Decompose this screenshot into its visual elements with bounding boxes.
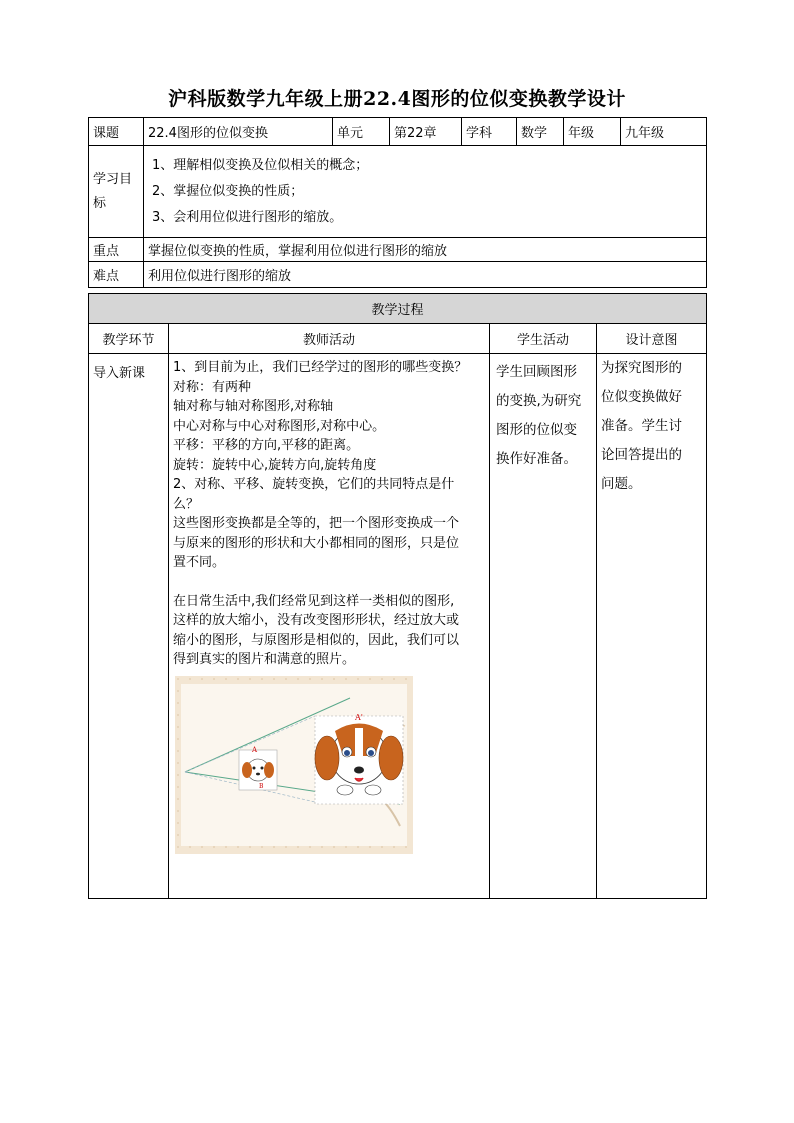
design-line: 为探究图形的: [601, 360, 682, 376]
stage-cell: 导入新课: [89, 354, 169, 899]
label-a-prime: A': [355, 712, 363, 722]
student-line: 图形的位似变: [496, 422, 577, 438]
teacher-line: 这样的放大缩小，没有改变图形形状，经过放大或: [173, 613, 460, 628]
teacher-line: 旋转：旋转中心,旋转方向,旋转角度: [173, 457, 377, 473]
col-header-stage: 教学环节: [89, 324, 169, 354]
homothety-figure: [175, 676, 413, 854]
design-line: 问题。: [601, 476, 642, 492]
teacher-line: 2、对称、平移、旋转变换，它们的共同特点是什: [173, 477, 455, 492]
design-line: 论回答提出的: [601, 447, 682, 463]
goal-item: 3、会利用位似进行图形的缩放。: [152, 209, 343, 225]
student-line: 换作好准备。: [496, 451, 577, 467]
info-table: [88, 117, 707, 288]
teacher-line: 得到真实的图片和满意的照片。: [173, 652, 356, 667]
goals-list: [144, 146, 707, 238]
teacher-line: 中心对称与中心对称图形,对称中心。: [173, 418, 386, 434]
grade-label: 年级: [564, 118, 621, 146]
teacher-line: 置不同。: [173, 555, 226, 570]
unit-value: 第22章: [390, 118, 462, 146]
student-line: 的变换,为研究: [496, 393, 582, 409]
unit-label: 单元: [333, 118, 390, 146]
student-activity: [490, 354, 597, 899]
col-header-design: 设计意图: [597, 324, 707, 354]
teacher-line: 与原来的图形的形状和大小都相同的图形，只是位: [173, 535, 460, 551]
grade-value: 九年级: [621, 118, 707, 146]
goal-item: 2、掌握位似变换的性质；: [152, 183, 304, 199]
difficulty-value: 利用位似进行图形的缩放: [144, 262, 707, 288]
process-table: [88, 293, 707, 899]
teacher-line: 平移：平移的方向,平移的距离。: [173, 438, 360, 453]
col-header-teacher: 教师活动: [169, 324, 490, 354]
difficulty-label: 难点: [89, 262, 144, 288]
label-b: B: [259, 782, 264, 790]
key-label: 重点: [89, 238, 144, 262]
teacher-line: 在日常生活中,我们经常见到这样一类相似的图形,: [173, 593, 455, 609]
subject-label: 学科: [462, 118, 517, 146]
goal-item: 1、理解相似变换及位似相关的概念；: [152, 157, 369, 173]
design-line: 位似变换做好: [601, 389, 682, 405]
teacher-line: 1、到目前为止，我们已经学过的图形的哪些变换？: [173, 360, 468, 375]
teacher-line: 么？: [173, 496, 200, 512]
process-section-title: 教学过程: [89, 294, 707, 324]
design-intent: [597, 354, 707, 899]
goals-label: 学习目标: [89, 146, 144, 238]
teacher-activity: [169, 354, 490, 899]
page-title: 沪科版数学九年级上册22.4图形的位似变换教学设计: [168, 88, 626, 110]
subject-value: 数学: [517, 118, 564, 146]
teacher-line: 缩小的图形，与原图形是相似的，因此，我们可以: [173, 632, 460, 648]
col-header-student: 学生活动: [490, 324, 597, 354]
teacher-line: 这些图形变换都是全等的，把一个图形变换成一个: [173, 516, 460, 531]
label-a: A: [252, 745, 258, 754]
design-line: 准备。学生讨: [601, 418, 682, 434]
teacher-line: 轴对称与轴对称图形,对称轴: [173, 399, 334, 414]
lesson-label: 课题: [89, 118, 144, 146]
teacher-line: 对称：有两种: [173, 379, 252, 395]
student-line: 学生回顾图形: [496, 364, 577, 380]
key-value: 掌握位似变换的性质，掌握利用位似进行图形的缩放: [144, 238, 707, 262]
lesson-value: 22.4图形的位似变换: [144, 118, 333, 146]
